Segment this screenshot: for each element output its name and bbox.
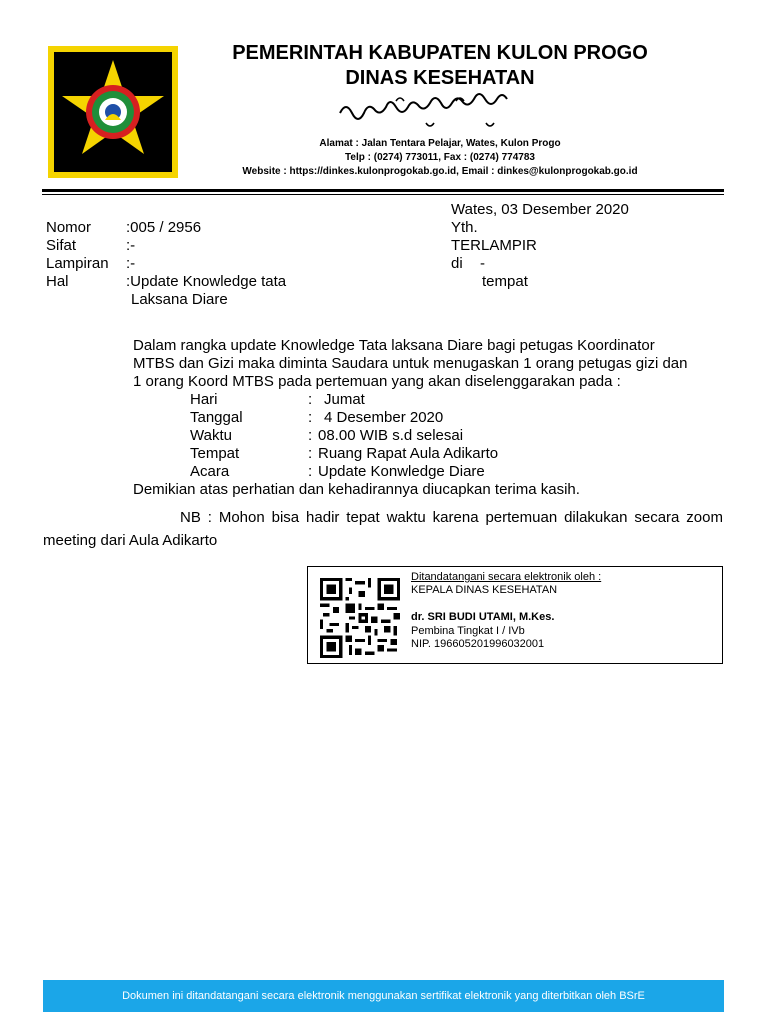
hal-label: Hal (46, 273, 69, 290)
sifat-label: Sifat (46, 237, 77, 254)
nomor-value: :005 / 2956 (126, 219, 202, 236)
letterhead-government: PEMERINTAH KABUPATEN KULON PROGO (232, 42, 648, 64)
signature-caption: Ditandatangani secara elektronik oleh : (411, 571, 602, 583)
qr-code-icon (320, 578, 400, 658)
lampiran-value: :- (126, 255, 136, 272)
letterhead-phone: Telp : (0274) 773011, Fax : (0274) 774783 (345, 152, 535, 163)
nb-note-line2: meeting dari Aula Adikarto (43, 532, 218, 549)
detail-label-hari: Hari (190, 391, 218, 408)
place-date: Wates, 03 Desember 2020 (451, 201, 629, 218)
detail-label-tempat: Tempat (190, 445, 240, 462)
detail-label-acara: Acara (190, 463, 230, 480)
letterhead-website: Website : https://dinkes.kulonprogokab.go.id, Email : dinkes@kulonprogokab.go.id (242, 166, 638, 177)
detail-colon: : (308, 427, 313, 444)
recipient-place: tempat (482, 273, 528, 290)
regency-emblem-icon (48, 46, 178, 178)
hal-value-line2: Laksana Diare (131, 291, 228, 308)
nb-note-line1: NB : Mohon bisa hadir tepat waktu karena pertemuan dilakukan secara zoom (180, 509, 723, 526)
detail-value-waktu: 08.00 WIB s.d selesai (318, 427, 464, 444)
detail-value-acara: Update Konwledge Diare (318, 463, 485, 480)
signer-name: dr. SRI BUDI UTAMI, M.Kes. (411, 611, 555, 623)
letterhead-divider-thick (42, 189, 724, 192)
detail-value-tanggal: 4 Desember 2020 (324, 409, 444, 426)
letterhead-divider-thin (42, 194, 724, 195)
bsre-footer-banner (43, 980, 724, 1012)
hal-value-line1: :Update Knowledge tata (126, 273, 287, 290)
detail-colon: : (308, 445, 313, 462)
body-line-1: Dalam rangka update Knowledge Tata laksana Diare bagi petugas Koordinator (133, 337, 655, 354)
recipient-name: TERLAMPIR (451, 237, 537, 254)
detail-label-tanggal: Tanggal (190, 409, 243, 426)
recipient-di: di (451, 255, 463, 272)
footer-text: Dokumen ini ditandatangani secara elektronik menggunakan sertifikat elektronik yang diterbitkan oleh BSrE (122, 990, 645, 1002)
detail-value-tempat: Ruang Rapat Aula Adikarto (318, 445, 499, 462)
recipient-dash: - (480, 255, 485, 272)
detail-colon: : (308, 409, 313, 426)
nomor-label: Nomor (46, 219, 92, 236)
detail-colon: : (308, 463, 313, 480)
javanese-script-signature (336, 93, 546, 129)
letterhead-office: DINAS KESEHATAN (345, 67, 535, 89)
signer-nip: NIP. 196605201996032001 (411, 638, 545, 650)
recipient-yth: Yth. (451, 219, 478, 236)
closing-sentence: Demikian atas perhatian dan kehadirannya diucapkan terima kasih. (133, 481, 580, 498)
detail-colon: : (308, 391, 313, 408)
letterhead-address: Alamat : Jalan Tentara Pelajar, Wates, Kulon Progo (319, 138, 561, 149)
signer-position: KEPALA DINAS KESEHATAN (411, 584, 558, 596)
body-line-3: 1 orang Koord MTBS pada pertemuan yang akan diselenggarakan pada : (133, 373, 621, 390)
detail-value-hari: Jumat (324, 391, 365, 408)
sifat-value: :- (126, 237, 136, 254)
lampiran-label: Lampiran (46, 255, 109, 272)
body-line-2: MTBS dan Gizi maka diminta Saudara untuk menugaskan 1 orang petugas gizi dan (133, 355, 688, 372)
signer-rank: Pembina Tingkat I / IVb (411, 625, 525, 637)
detail-label-waktu: Waktu (190, 427, 232, 444)
